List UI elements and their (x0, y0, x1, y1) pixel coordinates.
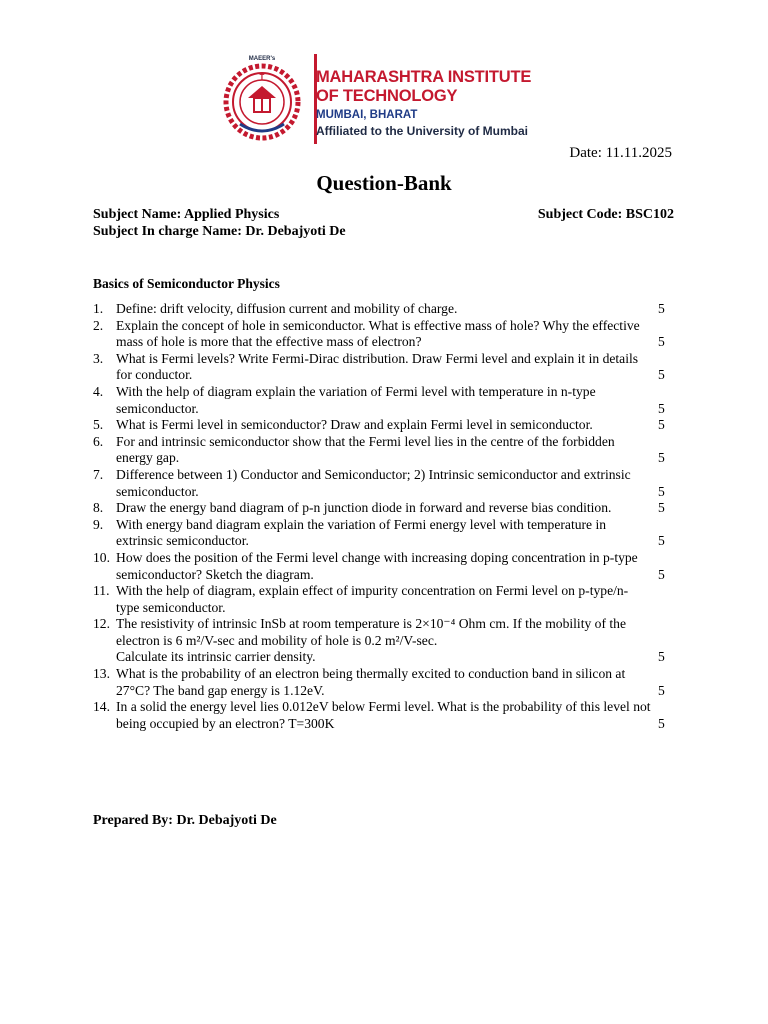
svg-text:T: T (259, 73, 265, 82)
question-number: 11. (93, 583, 110, 599)
question-text (116, 666, 683, 699)
subject-name: Subject Name: Applied Physics (93, 207, 280, 222)
question-line (116, 633, 683, 650)
question-marks: 5 (658, 450, 665, 466)
question-line (116, 434, 683, 451)
question-line (116, 517, 683, 534)
question-line (116, 666, 683, 683)
question-text (116, 616, 683, 666)
question-marks: 5 (658, 301, 665, 316)
subject-code: Subject Code: BSC102 (537, 207, 674, 222)
question-list (93, 301, 683, 732)
question-line-text: semiconductor? Sketch the diagram. (116, 566, 314, 582)
question-line (116, 583, 683, 600)
subject-incharge: Subject In charge Name: Dr. Debajyoti De (93, 224, 346, 239)
institute-logo (210, 48, 565, 148)
question-marks: 5 (658, 334, 665, 350)
question-line (116, 484, 683, 501)
question-line-text: 27°C? The band gap energy is 1.12eV. (116, 682, 325, 698)
question-line (116, 301, 683, 318)
question-text (116, 434, 683, 467)
question-line (116, 450, 683, 467)
question-marks: 5 (658, 715, 665, 731)
question-text (116, 301, 683, 318)
question-line-text: In a solid the energy level lies 0.012eV below Fermi level. What is the probability of this level not (116, 699, 651, 715)
question-text (116, 417, 683, 434)
question-line (116, 533, 683, 550)
page-title: Question-Bank (316, 171, 452, 195)
question-line-text: Difference between 1) Conductor and Semiconductor; 2) Intrinsic semiconductor and extrinsic (116, 466, 631, 482)
question-number: 12. (93, 616, 110, 632)
question-line (116, 500, 683, 517)
question-item (93, 301, 683, 318)
question-line-text: mass of hole is more that the effective mass of electron? (116, 334, 422, 350)
institute-name-line-2: OF TECHNOLOGY (316, 87, 458, 105)
question-text (116, 351, 683, 384)
question-line-text: type semiconductor. (116, 599, 226, 615)
question-item (93, 583, 683, 616)
question-line-text: With energy band diagram explain the variation of Fermi energy level with temperature in (116, 516, 607, 532)
question-line-text: semiconductor. (116, 483, 199, 499)
question-line (116, 616, 683, 633)
question-line-text: With the help of diagram, explain effect of impurity concentration on Fermi level on p-type/n- (116, 583, 629, 599)
question-line (116, 683, 683, 700)
question-line (116, 318, 683, 335)
question-line-text: What is Fermi level in semiconductor? Draw and explain Fermi level in semiconductor. (116, 417, 593, 433)
question-number: 14. (93, 699, 110, 715)
question-text (116, 583, 683, 616)
question-line-text: extrinsic semiconductor. (116, 533, 249, 549)
question-line-text: Draw the energy band diagram of p-n junction diode in forward and reverse bias condition. (116, 500, 612, 516)
institute-seal-icon (220, 52, 304, 144)
question-number: 1. (93, 301, 104, 316)
question-marks: 5 (658, 533, 665, 549)
question-item (93, 616, 683, 666)
institute-name-line-1: MAHARASHTRA INSTITUTE (316, 68, 532, 86)
logo-small-text: MAEER's (248, 56, 276, 62)
institute-city: MUMBAI, BHARAT (316, 109, 418, 121)
question-item (93, 666, 683, 699)
question-item (93, 417, 683, 434)
question-item (93, 500, 683, 517)
question-text (116, 467, 683, 500)
question-line-text: Calculate its intrinsic carrier density. (116, 649, 316, 665)
affiliation-text: Affiliated to the University of Mumbai (316, 124, 529, 138)
question-line (116, 550, 683, 567)
question-line-text: for conductor. (116, 367, 193, 383)
question-item (93, 699, 683, 732)
question-item (93, 434, 683, 467)
question-text (116, 699, 683, 732)
question-line (116, 351, 683, 368)
prepared-by: Prepared By: Dr. Debajyoti De (93, 813, 277, 828)
question-line (116, 367, 683, 384)
question-line (116, 600, 683, 617)
question-marks: 5 (658, 400, 665, 416)
question-line (116, 699, 683, 716)
question-line-text: What is Fermi levels? Write Fermi-Dirac distribution. Draw Fermi level and explain it in details (116, 350, 639, 366)
question-line-text: For and intrinsic semiconductor show that the Fermi level lies in the centre of the forbidden (116, 433, 615, 449)
question-line-text: being occupied by an electron? T=300K (116, 715, 335, 731)
question-line (116, 467, 683, 484)
question-line (116, 384, 683, 401)
question-item (93, 318, 683, 351)
question-number: 13. (93, 666, 110, 682)
question-number: 6. (93, 433, 104, 449)
question-text (116, 517, 683, 550)
question-line-text: How does the position of the Fermi level change with increasing doping concentration in p-type (116, 549, 638, 565)
question-line-text: energy gap. (116, 450, 180, 466)
institute-name (316, 68, 531, 106)
question-number: 9. (93, 516, 104, 532)
question-line (116, 567, 683, 584)
section-title: Basics of Semiconductor Physics (93, 276, 280, 291)
question-text (116, 550, 683, 583)
question-line-text: With the help of diagram explain the variation of Fermi level with temperature in n-type (116, 383, 596, 399)
question-line (116, 716, 683, 733)
question-line (116, 417, 683, 434)
question-line-text: What is the probability of an electron being thermally excited to conduction band in silicon at (116, 666, 626, 682)
question-number: 7. (93, 466, 104, 482)
question-text (116, 500, 683, 517)
question-number: 2. (93, 317, 104, 333)
question-item (93, 351, 683, 384)
question-number: 8. (93, 500, 104, 516)
question-marks: 5 (658, 367, 665, 383)
question-line (116, 649, 683, 666)
question-text (116, 384, 683, 417)
question-number: 10. (93, 549, 110, 565)
question-item (93, 550, 683, 583)
question-line-text: electron is 6 m²/V-sec and mobility of hole is 0.2 m²/V-sec. (116, 632, 438, 648)
question-line-text: The resistivity of intrinsic InSb at room temperature is 2×10⁻⁴ Ohm cm. If the mobility of the (116, 616, 626, 632)
question-number: 4. (93, 383, 104, 399)
question-line (116, 401, 683, 418)
question-marks: 5 (658, 483, 665, 499)
question-marks: 5 (658, 417, 665, 433)
question-line-text: Explain the concept of hole in semiconductor. What is effective mass of hole? Why the effective (116, 317, 640, 333)
document-date: Date: 11.11.2025 (569, 145, 672, 161)
question-marks: 5 (658, 682, 665, 698)
question-item (93, 467, 683, 500)
question-item (93, 384, 683, 417)
question-number: 5. (93, 417, 104, 433)
question-marks: 5 (658, 649, 665, 665)
question-number: 3. (93, 350, 104, 366)
question-marks: 5 (658, 500, 665, 516)
question-item (93, 517, 683, 550)
question-marks: 5 (658, 566, 665, 582)
question-line-text: Define: drift velocity, diffusion current and mobility of charge. (116, 301, 458, 316)
question-text (116, 318, 683, 351)
question-line (116, 334, 683, 351)
question-line-text: semiconductor. (116, 400, 199, 416)
